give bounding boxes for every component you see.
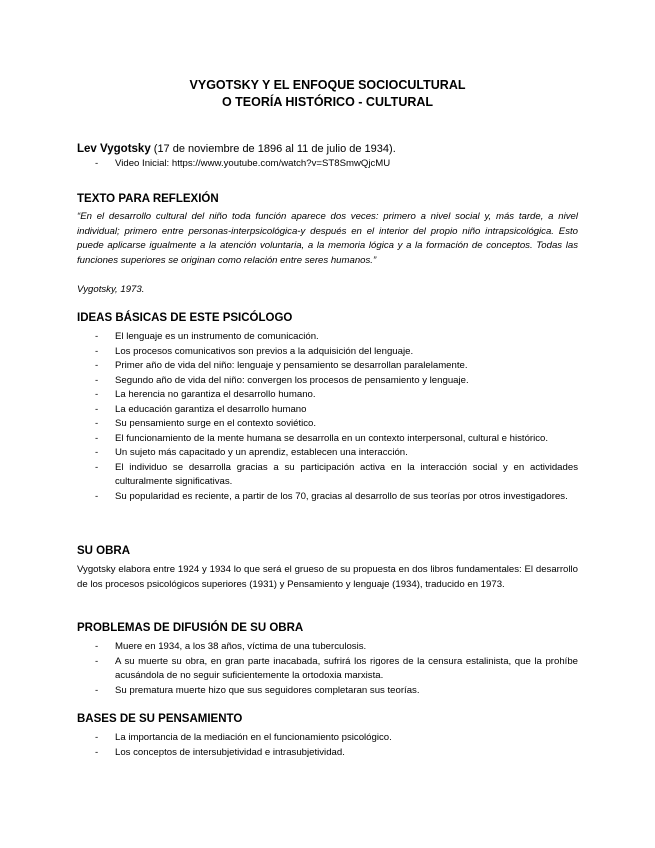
video-link[interactable]: - Video Inicial: https://www.youtube.com/watch?v=ST8SmwQjcMU [77, 157, 578, 172]
list-item: - Su pensamiento surge en el contexto soviético. [77, 417, 578, 432]
author-name: Lev Vygotsky [77, 143, 151, 155]
list-item: - Segundo año de vida del niño: convergen los procesos de pensamiento y lenguaje. [77, 374, 578, 389]
list-item: - La importancia de la mediación en el funcionamiento psicológico. [77, 731, 578, 746]
section-heading-ideas: IDEAS BÁSICAS DE ESTE PSICÓLOGO [77, 312, 293, 324]
list-item: - Un sujeto más capacitado y un aprendiz, establecen una interacción. [77, 446, 578, 461]
bases-list [77, 731, 578, 760]
list-item: - Muere en 1934, a los 38 años, víctima de una tuberculosis. [77, 640, 578, 655]
document-title-line1: VYGOTSKY Y EL ENFOQUE SOCIOCULTURAL [189, 78, 466, 92]
document-title-line2: O TEORÍA HISTÓRICO - CULTURAL [221, 95, 434, 109]
ideas-list [77, 330, 578, 504]
section-heading-bases: BASES DE SU PENSAMIENTO [77, 713, 243, 725]
reflexion-quote: “En el desarrollo cultural del niño toda función aparece dos veces: primero a nivel social y, más tarde, a nivel individual; primero entre personas-interpsicológica-y después en el interior del propio niño intrapsicológica. Esto puede aplicarse igualmente a la atención voluntaria, a la memoria lógica y a la formación de conceptos. Todas las funciones superiores se originan como relación entre seres humanos.” [77, 211, 578, 266]
list-item: - Primer año de vida del niño: lenguaje y pensamiento se desarrollan paralelamente. [77, 359, 578, 374]
section-heading-reflexion: TEXTO PARA REFLEXIÓN [77, 193, 219, 205]
list-item: - La herencia no garantiza el desarrollo humano. [77, 388, 578, 403]
list-item: - La educación garantiza el desarrollo humano [77, 403, 578, 418]
list-item: - Su popularidad es reciente, a partir de los 70, gracias al desarrollo de sus teorías por otros investigadores. [77, 490, 578, 505]
author-dates: (17 de noviembre de 1896 al 11 de julio de 1934). [153, 143, 396, 155]
list-item: - Los procesos comunicativos son previos a la adquisición del lenguaje. [77, 345, 578, 360]
section-heading-problemas: PROBLEMAS DE DIFUSIÓN DE SU OBRA [77, 622, 304, 634]
list-item: - El individuo se desarrolla gracias a su participación activa en la interacción social y en actividades culturalmente significativas. [77, 461, 578, 490]
section-heading-obra: SU OBRA [77, 545, 131, 557]
author-line [77, 143, 396, 155]
list-item: - El funcionamiento de la mente humana se desarrolla en un contexto interpersonal, cultural e histórico. [77, 432, 578, 447]
obra-text: Vygotsky elabora entre 1924 y 1934 lo que será el grueso de su propuesta en dos libros fundamentales: El desarrollo de los procesos psicológicos superiores (1931) y Pensamiento y lenguaje (1934), traducido en 1973. [77, 564, 578, 590]
list-item: - Los conceptos de intersubjetividad e intrasubjetividad. [77, 746, 578, 761]
list-item: - Su prematura muerte hizo que sus seguidores completaran sus teorías. [77, 684, 578, 699]
list-item: - A su muerte su obra, en gran parte inacabada, sufrirá los rigores de la censura estalinista, que la prohíbe acusándola de no seguir suficientemente la ortodoxia marxista. [77, 655, 578, 684]
reflexion-citation: Vygotsky, 1973. [77, 284, 145, 295]
video-list [77, 157, 578, 172]
problemas-list [77, 640, 578, 698]
list-item: - El lenguaje es un instrumento de comunicación. [77, 330, 578, 345]
